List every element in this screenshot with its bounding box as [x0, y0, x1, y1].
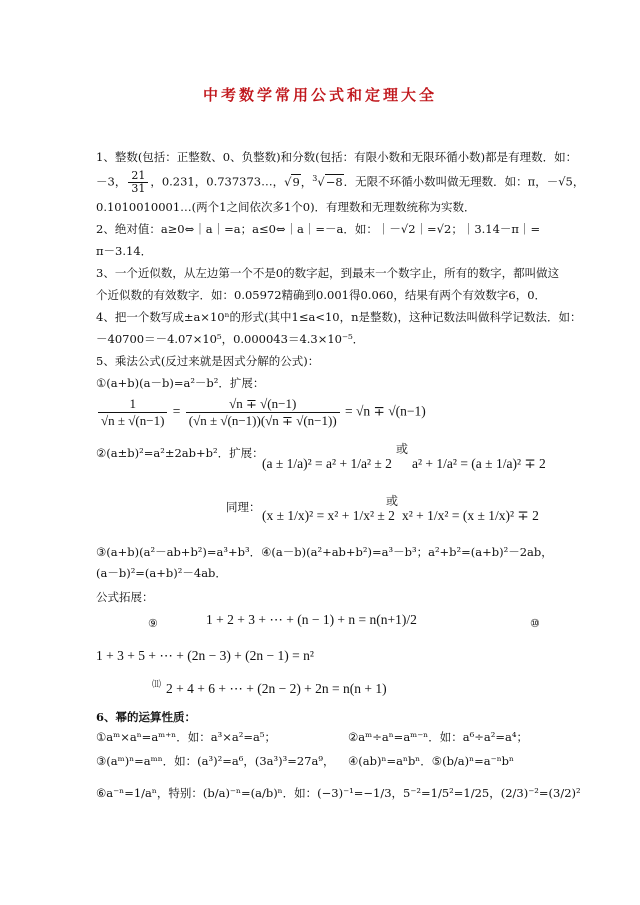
tag-10: ⑩ — [530, 617, 540, 630]
s6-r3: ⑥a⁻ⁿ=1/aⁿ，特别：(b/a)⁻ⁿ=(a/b)ⁿ．如：(−3)⁻¹=−1/3，5⁻²=1/5²=1/25，(2/3)⁻²=(3/2)² — [96, 786, 581, 800]
sqrt-9: √9，$^3$√−8 — [284, 173, 343, 189]
s1-line2b: ，0.231，0.737373…， — [150, 174, 285, 189]
formula-4a: (x ± 1/x)² = x² + 1/x² ± 2 — [262, 508, 395, 523]
s3-line2: 个近似数的有效数字．如：0.05972精确到0.001得0.060，结果有两个有效数字6，0． — [96, 288, 547, 302]
s5-line3: ②(a±b)²=a²±2ab+b²．扩展： — [96, 446, 264, 460]
s5-line1: 5、乘法公式(反过来就是因式分解的公式)： — [96, 354, 320, 368]
formula-11: 2 + 4 + 6 + ⋯ + (2n − 2) + 2n = n(n + 1) — [166, 681, 387, 696]
or-1: 或 — [396, 442, 409, 456]
frac-mid — [186, 396, 340, 429]
s5-line4: ③(a+b)(a²－ab+b²)=a³+b³．④(a－b)(a²+ab+b²)=a³－b³；a²+b²=(a+b)²－2ab， — [96, 545, 553, 559]
s1-line2c: ．无限不环循小数叫做无理数．如：π，－√5， — [343, 174, 585, 189]
frac-left-den: √n ± √(n−1) — [101, 413, 165, 428]
frac-den: 31 — [131, 182, 146, 195]
tag-9: ⑨ — [148, 617, 158, 630]
frac-left-num: 1 — [98, 396, 167, 413]
s1-line2a: －3， — [96, 174, 127, 189]
tag-11: ⑾ — [152, 680, 162, 690]
s2-line2: π－3.14． — [96, 244, 153, 258]
tongli: 同理： — [226, 500, 261, 514]
s5-ext: 公式拓展： — [96, 590, 154, 604]
formula-4b: x² + 1/x² = (x ± 1/x)² ∓ 2 — [402, 508, 539, 523]
frac-result: = √n ∓ √(n−1) — [345, 403, 426, 419]
s6-r2a: ③(aᵐ)ⁿ=aᵐⁿ．如：(a³)²=a⁶，(3a³)³=27a⁹， — [96, 754, 335, 768]
formula-10: 1 + 3 + 5 + ⋯ + (2n − 3) + (2n − 1) = n² — [96, 648, 314, 663]
s1-line1: 1、整数(包括：正整数、0、负整数)和分数(包括：有限小数和无限环循小数)都是有理数．如： — [96, 150, 578, 164]
s4-line1: 4、把一个数写成±a×10ⁿ的形式(其中1≤a<10，n是整数)，这种记数法叫做科学记数法．如： — [96, 310, 582, 324]
s6-r1b: ②aᵐ÷aⁿ=aᵐ⁻ⁿ．如：a⁶÷a²=a⁴； — [348, 730, 528, 744]
s6-r2b: ④(ab)ⁿ=aⁿbⁿ．⑤(b/a)ⁿ=a⁻ⁿbⁿ — [348, 754, 515, 768]
fraction-21-31 — [128, 170, 148, 195]
s6-head: 6、幂的运算性质： — [96, 710, 197, 724]
frac-mid-num: √n ∓ √(n−1) — [186, 396, 340, 413]
or-2: 或 — [386, 494, 399, 508]
formula-9: 1 + 2 + 3 + ⋯ + (n − 1) + n = n(n+1)/2 — [206, 612, 417, 627]
s4-line2: －40700＝－4.07×10⁵，0.000043＝4.3×10⁻⁵． — [96, 332, 365, 346]
s1-line2 — [96, 170, 584, 195]
s6-r1a: ①aᵐ×aⁿ=aᵐ⁺ⁿ．如：a³×a²=a⁵； — [96, 730, 276, 744]
frac-num: 21 — [128, 170, 148, 183]
formula-3a: (a ± 1/a)² = a² + 1/a² ± 2 — [262, 456, 392, 471]
frac-mid-den: (√n ± √(n−1))(√n ∓ √(n−1)) — [188, 413, 337, 428]
formula-3b: a² + 1/a² = (a ± 1/a)² ∓ 2 — [412, 456, 546, 471]
s5-line5: (a－b)²=(a+b)²－4ab． — [96, 566, 227, 580]
s2-line1: 2、绝对值：a≥0⇔｜a｜=a；a≤0⇔｜a｜=－a．如：｜－√2｜=√2；｜3.14－π｜= — [96, 222, 541, 236]
formula-rationalize: $\frac{1}{√n \pm √(n-1)}$ = $\frac{√n \mp √(n-1)}{(√n \pm √(n-1))(√n \mp √(n-1))}$ = √n ∓ √(n−1) — [96, 396, 426, 429]
s1-line3: 0.1010010001…(两个1之间依次多1个0)．有理数和无理数统称为实数． — [96, 200, 476, 214]
page-title: 中考数学常用公式和定理大全 — [202, 86, 437, 104]
frac-left — [98, 396, 167, 429]
s5-line2: ①(a+b)(a－b)=a²－b²．扩展： — [96, 376, 265, 390]
s3-line1: 3、一个近似数，从左边第一个不是0的数字起，到最末一个数字止，所有的数字，都叫做这 — [96, 266, 560, 280]
